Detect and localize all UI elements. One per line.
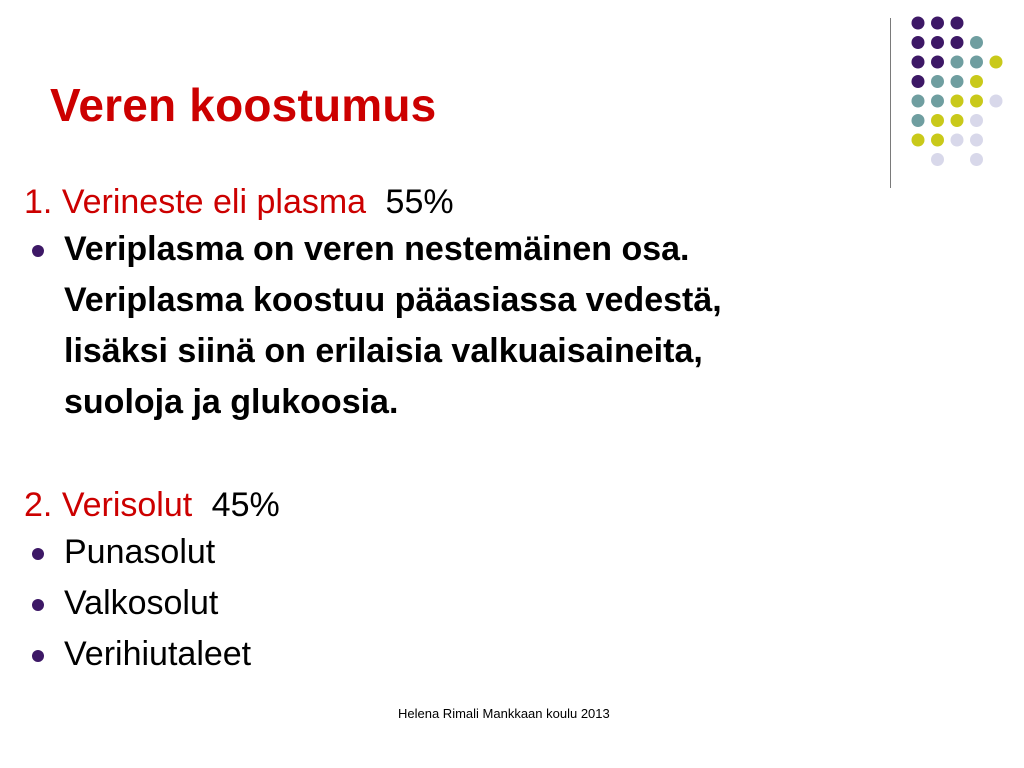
list-item-text: Valkosolut	[64, 584, 219, 622]
decorative-dot	[951, 114, 964, 127]
decorative-dot	[931, 17, 944, 30]
decorative-dot	[951, 36, 964, 49]
decorative-dot	[931, 134, 944, 147]
decorative-dot	[912, 114, 925, 127]
decorative-dot	[951, 75, 964, 88]
decorative-dot	[931, 114, 944, 127]
section-1-number: 1.	[24, 183, 53, 221]
vertical-divider	[890, 18, 891, 188]
bullet-dot-icon	[32, 599, 44, 611]
decorative-dot	[912, 56, 925, 69]
decorative-dot	[951, 56, 964, 69]
decorative-dot	[912, 17, 925, 30]
decorative-dot	[931, 95, 944, 108]
decorative-dot	[931, 153, 944, 166]
plasma-line: Veriplasma on veren nestemäinen osa.	[64, 230, 690, 268]
section-2-percent: 45%	[211, 486, 280, 524]
bullet-dot-icon	[32, 245, 44, 257]
decorative-dot	[912, 95, 925, 108]
decorative-dot	[951, 134, 964, 147]
decorative-dot	[970, 114, 983, 127]
decorative-dot	[970, 153, 983, 166]
section-2-heading	[24, 483, 904, 527]
list-item	[24, 629, 904, 680]
list-item-text: Verihiutaleet	[64, 635, 252, 673]
decorative-dot	[951, 95, 964, 108]
decorative-dot	[912, 75, 925, 88]
slide-footer: Helena Rimali Mankkaan koulu 2013	[398, 706, 610, 721]
decorative-dot	[990, 56, 1003, 69]
section-1-heading	[24, 180, 904, 224]
slide-content	[24, 180, 904, 680]
slide-title: Veren koostumus	[50, 79, 437, 131]
decorative-dot	[970, 75, 983, 88]
decorative-dot	[970, 36, 983, 49]
plasma-line: suoloja ja glukoosia.	[64, 383, 399, 421]
list-item-text: Punasolut	[64, 533, 216, 571]
section-2-label: Verisolut	[61, 486, 193, 524]
decorative-dot	[970, 134, 983, 147]
plasma-line: Veriplasma koostuu pääasiassa vedestä,	[64, 281, 722, 319]
decorative-dot	[912, 134, 925, 147]
section-1-label: Verineste eli plasma	[61, 183, 367, 221]
bullet-dot-icon	[32, 548, 44, 560]
decorative-dot	[970, 56, 983, 69]
decorative-dot	[951, 17, 964, 30]
plasma-line: lisäksi siinä on erilaisia valkuaisaineita,	[64, 332, 703, 370]
plasma-bullet-text	[64, 224, 904, 428]
decorative-dot	[931, 56, 944, 69]
list-item	[24, 527, 904, 578]
decorative-dot	[990, 95, 1003, 108]
section-2-number: 2.	[24, 486, 53, 524]
decorative-dot	[912, 36, 925, 49]
list-item	[24, 578, 904, 629]
decorative-dot	[931, 75, 944, 88]
decorative-dot	[970, 95, 983, 108]
section-1-percent: 55%	[385, 183, 454, 221]
plasma-bullet	[24, 224, 904, 428]
decorative-dot	[931, 36, 944, 49]
bullet-dot-icon	[32, 650, 44, 662]
